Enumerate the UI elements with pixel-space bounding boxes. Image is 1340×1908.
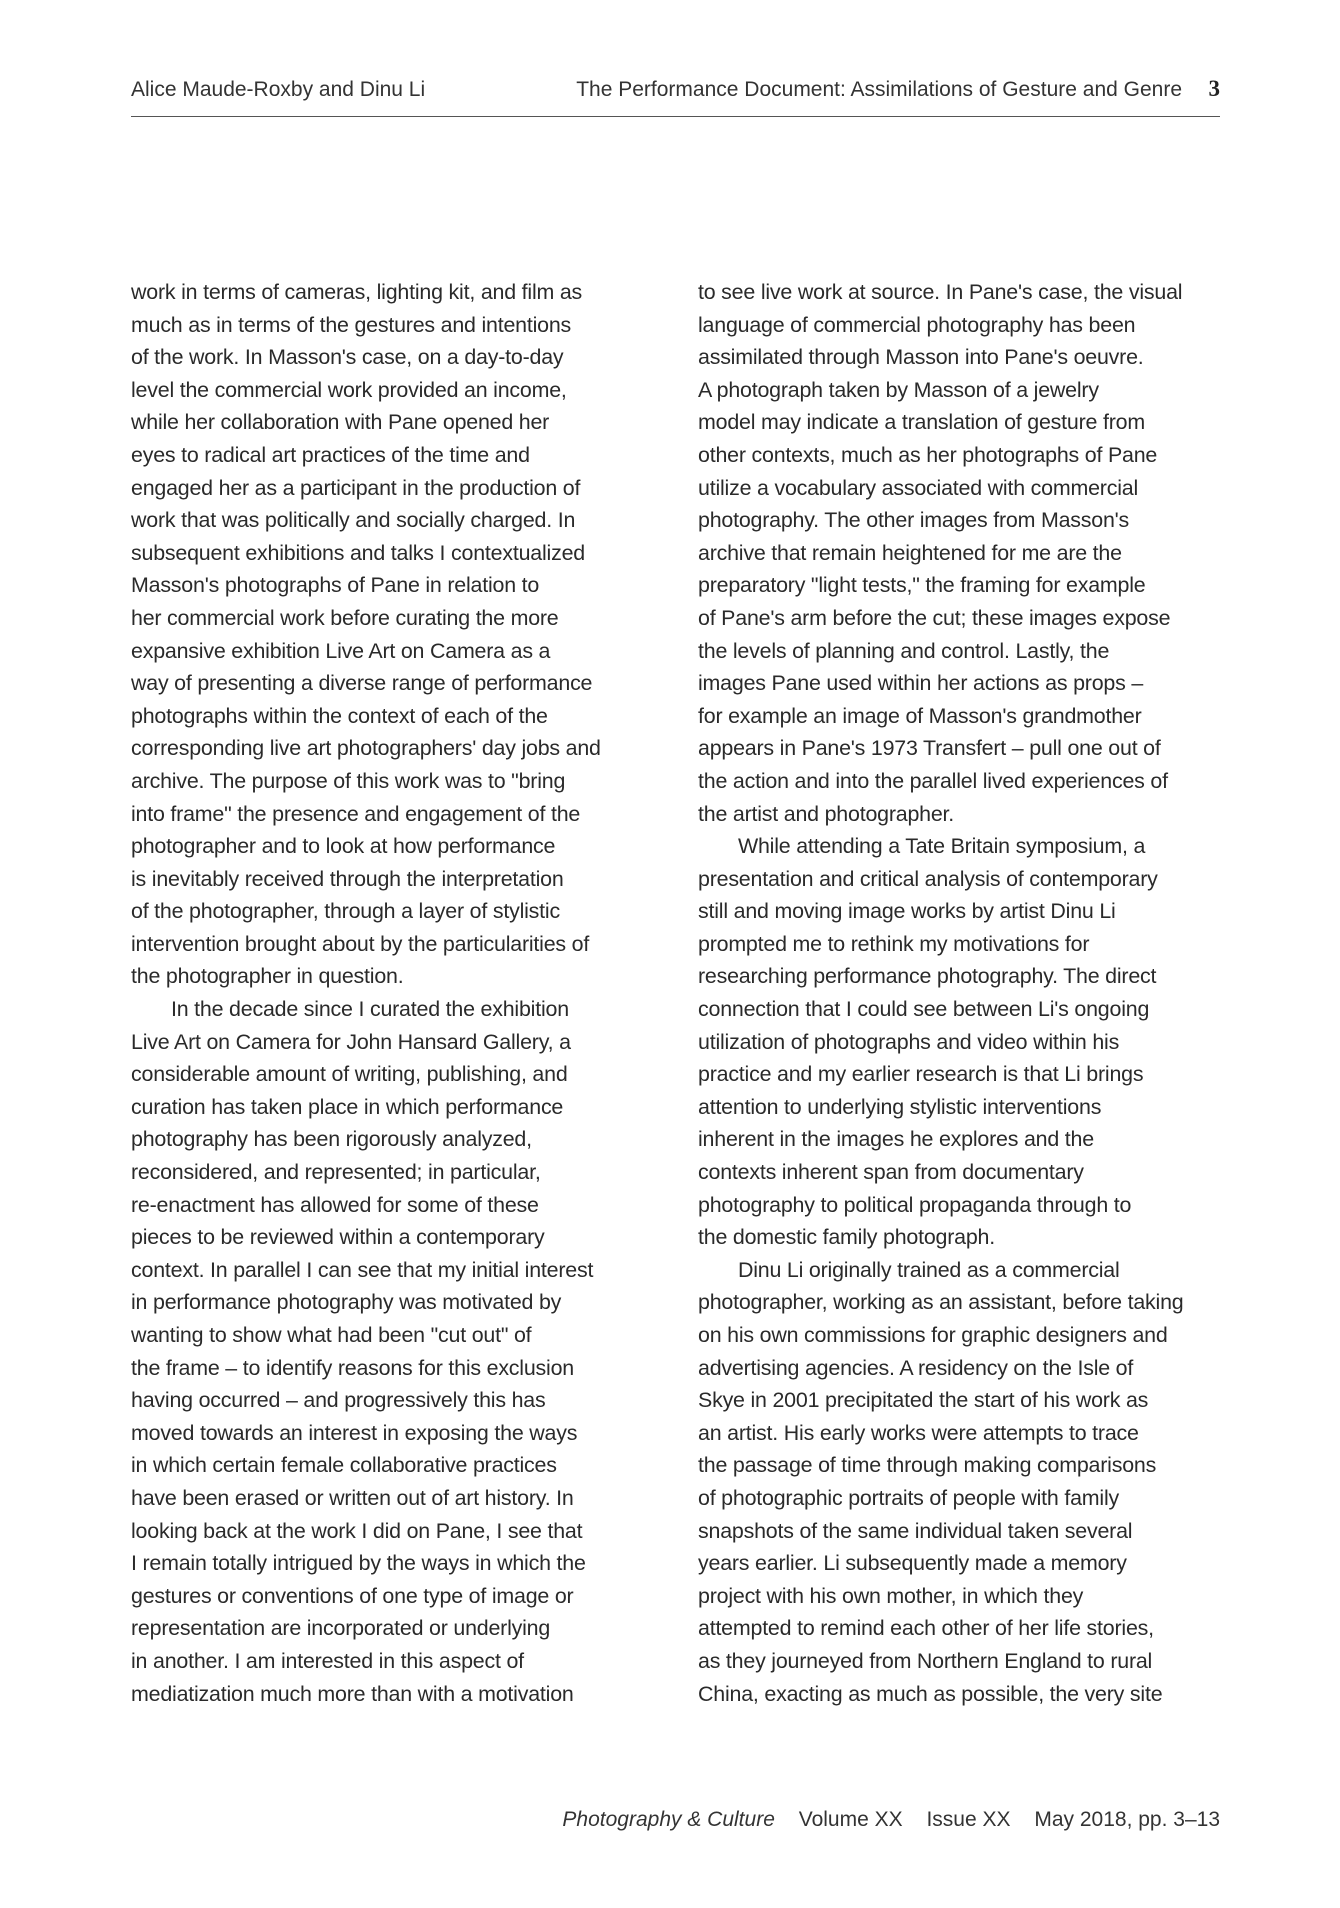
body-text-line: other contexts, much as her photographs of Pane xyxy=(698,442,1158,467)
body-text-line: attempted to remind each other of her life stories, xyxy=(698,1616,1154,1641)
body-text-line: project with his own mother, in which they xyxy=(698,1583,1084,1608)
footer-issue: Issue XX xyxy=(926,1808,1011,1831)
body-text-line: to see live work at source. In Pane's case, the visual xyxy=(698,280,1183,304)
body-text-line: contexts inherent span from documentary xyxy=(698,1160,1084,1185)
body-text-line: Dinu Li originally trained as a commercial xyxy=(738,1257,1120,1282)
body-text-line: model may indicate a translation of gesture from xyxy=(698,410,1145,435)
body-text-line: considerable amount of writing, publishing, and xyxy=(131,1062,568,1087)
body-text-line: gestures or conventions of one type of image or xyxy=(131,1583,574,1608)
body-text-line: the domestic family photograph. xyxy=(698,1225,995,1250)
page-number: 3 xyxy=(1208,76,1220,101)
body-text-line: pieces to be reviewed within a contemporary xyxy=(131,1225,545,1250)
body-text-line: A photograph taken by Masson of a jewelry xyxy=(698,377,1099,402)
body-text-line: wanting to show what had been "cut out" of xyxy=(131,1323,532,1347)
body-text-line: work in terms of cameras, lighting kit, and film as xyxy=(131,280,583,304)
body-text-line: expansive exhibition Live Art on Camera as a xyxy=(131,638,551,663)
footer-date-pages: May 2018, pp. 3–13 xyxy=(1034,1808,1220,1831)
body-text-line: attention to underlying stylistic interventions xyxy=(698,1094,1102,1119)
footer-journal: Photography & Culture xyxy=(562,1808,775,1831)
body-text-line: the artist and photographer. xyxy=(698,801,955,826)
body-text-line: context. In parallel I can see that my initial interest xyxy=(131,1257,594,1282)
body-text-line: intervention brought about by the particularities of xyxy=(131,931,590,956)
body-text-line: way of presenting a diverse range of performance xyxy=(131,671,593,696)
body-text-line: assimilated through Masson into Pane's oeuvre. xyxy=(698,345,1144,370)
body-text-line: still and moving image works by artist Dinu Li xyxy=(698,899,1116,924)
body-text-line: practice and my earlier research is that Li brings xyxy=(698,1062,1144,1087)
body-text-line: connection that I could see between Li's ongoing xyxy=(698,997,1150,1022)
body-text-line: the levels of planning and control. Lastly, the xyxy=(698,638,1110,663)
body-text-line: photographs within the context of each of the xyxy=(131,703,548,728)
body-text-line: photographer, working as an assistant, before taking xyxy=(698,1290,1184,1315)
body-text-line: the photographer in question. xyxy=(131,964,404,989)
body-text-line: of Pane's arm before the cut; these images expose xyxy=(698,605,1171,630)
body-text-line: in another. I am interested in this aspect of xyxy=(131,1648,524,1673)
body-text-line: utilization of photographs and video within his xyxy=(698,1029,1120,1054)
left-column xyxy=(131,276,661,1710)
body-text-line: mediatization much more than with a motivation xyxy=(131,1681,574,1706)
body-text-line: as they journeyed from Northern England to rural xyxy=(698,1648,1153,1673)
body-text-line: in performance photography was motivated by xyxy=(131,1290,562,1315)
body-text-line: eyes to radical art practices of the time and xyxy=(131,442,530,467)
body-text-line: appears in Pane's 1973 Transfert – pull one out of xyxy=(698,736,1161,761)
body-text-line: I remain totally intrigued by the ways in which the xyxy=(131,1551,586,1576)
body-text-line: images Pane used within her actions as props – xyxy=(698,671,1144,696)
body-text-line: engaged her as a participant in the production of xyxy=(131,475,581,500)
body-text-line: While attending a Tate Britain symposium, a xyxy=(738,834,1146,859)
body-text-line: level the commercial work provided an income, xyxy=(131,377,567,402)
footer-volume: Volume XX xyxy=(798,1808,903,1831)
header-title: The Performance Document: Assimilations of Gesture and Genre xyxy=(576,78,1182,101)
body-text-line: preparatory "light tests," the framing for example xyxy=(698,573,1146,598)
body-text-line: into frame" the presence and engagement of the xyxy=(131,801,581,826)
body-text-line: of the photographer, through a layer of stylistic xyxy=(131,899,560,924)
body-text-line: is inevitably received through the interpretation xyxy=(131,866,564,891)
body-text-line: of the work. In Masson's case, on a day-to-day xyxy=(131,345,564,370)
body-text-line: China, exacting as much as possible, the very site xyxy=(698,1681,1163,1706)
body-text-line: photography has been rigorously analyzed, xyxy=(131,1127,532,1152)
body-text-line: moved towards an interest in exposing the ways xyxy=(131,1420,578,1445)
body-text-line: prompted me to rethink my motivations for xyxy=(698,931,1090,956)
body-text-line: reconsidered, and represented; in particular, xyxy=(131,1160,541,1185)
body-text-line: language of commercial photography has been xyxy=(698,312,1136,337)
body-text-line: while her collaboration with Pane opened her xyxy=(131,410,550,435)
body-text-line: Masson's photographs of Pane in relation to xyxy=(131,573,540,598)
body-text-line: an artist. His early works were attempts to trace xyxy=(698,1420,1139,1445)
body-text-line: having occurred – and progressively this has xyxy=(131,1388,546,1413)
body-text-line: presentation and critical analysis of contemporary xyxy=(698,866,1158,891)
right-column xyxy=(698,276,1228,1710)
body-text-line: the frame – to identify reasons for this exclusion xyxy=(131,1355,574,1380)
body-text-line: years earlier. Li subsequently made a memory xyxy=(698,1551,1127,1576)
body-text-line: much as in terms of the gestures and intentions xyxy=(131,312,572,337)
body-text-line: Skye in 2001 precipitated the start of his work as xyxy=(698,1388,1149,1413)
body-text-line: photography to political propaganda through to xyxy=(698,1192,1132,1217)
body-text-line: representation are incorporated or underlying xyxy=(131,1616,551,1641)
body-text-line: of photographic portraits of people with family xyxy=(698,1485,1120,1510)
header-authors: Alice Maude-Roxby and Dinu Li xyxy=(131,78,426,101)
body-text-line: work that was politically and socially charged. In xyxy=(131,508,576,533)
body-text-line: in which certain female collaborative practices xyxy=(131,1453,557,1478)
body-text-line: for example an image of Masson's grandmother xyxy=(698,703,1142,728)
body-text-line: the passage of time through making comparisons xyxy=(698,1453,1157,1478)
body-text-line: Live Art on Camera for John Hansard Gallery, a xyxy=(131,1029,571,1054)
running-header xyxy=(131,74,1220,117)
running-footer xyxy=(562,1808,1220,1832)
body-text-line: curation has taken place in which performance xyxy=(131,1094,564,1119)
body-text-line: archive. The purpose of this work was to "bring xyxy=(131,768,566,793)
body-text-line: photographer and to look at how performance xyxy=(131,834,556,859)
body-text-line: researching performance photography. The direct xyxy=(698,964,1157,989)
body-text-line: inherent in the images he explores and the xyxy=(698,1127,1094,1152)
body-text-line: looking back at the work I did on Pane, I see that xyxy=(131,1518,583,1543)
body-text-line: the action and into the parallel lived experiences of xyxy=(698,768,1168,793)
body-text-line: corresponding live art photographers' day jobs and xyxy=(131,736,601,761)
body-text-line: on his own commissions for graphic designers and xyxy=(698,1323,1168,1347)
body-text-line: have been erased or written out of art history. In xyxy=(131,1485,574,1510)
body-text-line: utilize a vocabulary associated with commercial xyxy=(698,475,1138,500)
body-text-line: photography. The other images from Masson's xyxy=(698,508,1130,533)
body-text-line: advertising agencies. A residency on the Isle of xyxy=(698,1355,1134,1380)
body-text-line: archive that remain heightened for me are the xyxy=(698,540,1122,565)
body-text-line: re-enactment has allowed for some of these xyxy=(131,1192,539,1217)
body-text-line: In the decade since I curated the exhibition xyxy=(171,997,569,1022)
body-text-line: snapshots of the same individual taken several xyxy=(698,1518,1133,1543)
body-text-line: subsequent exhibitions and talks I contextualized xyxy=(131,540,585,565)
body-text-line: her commercial work before curating the more xyxy=(131,605,559,630)
